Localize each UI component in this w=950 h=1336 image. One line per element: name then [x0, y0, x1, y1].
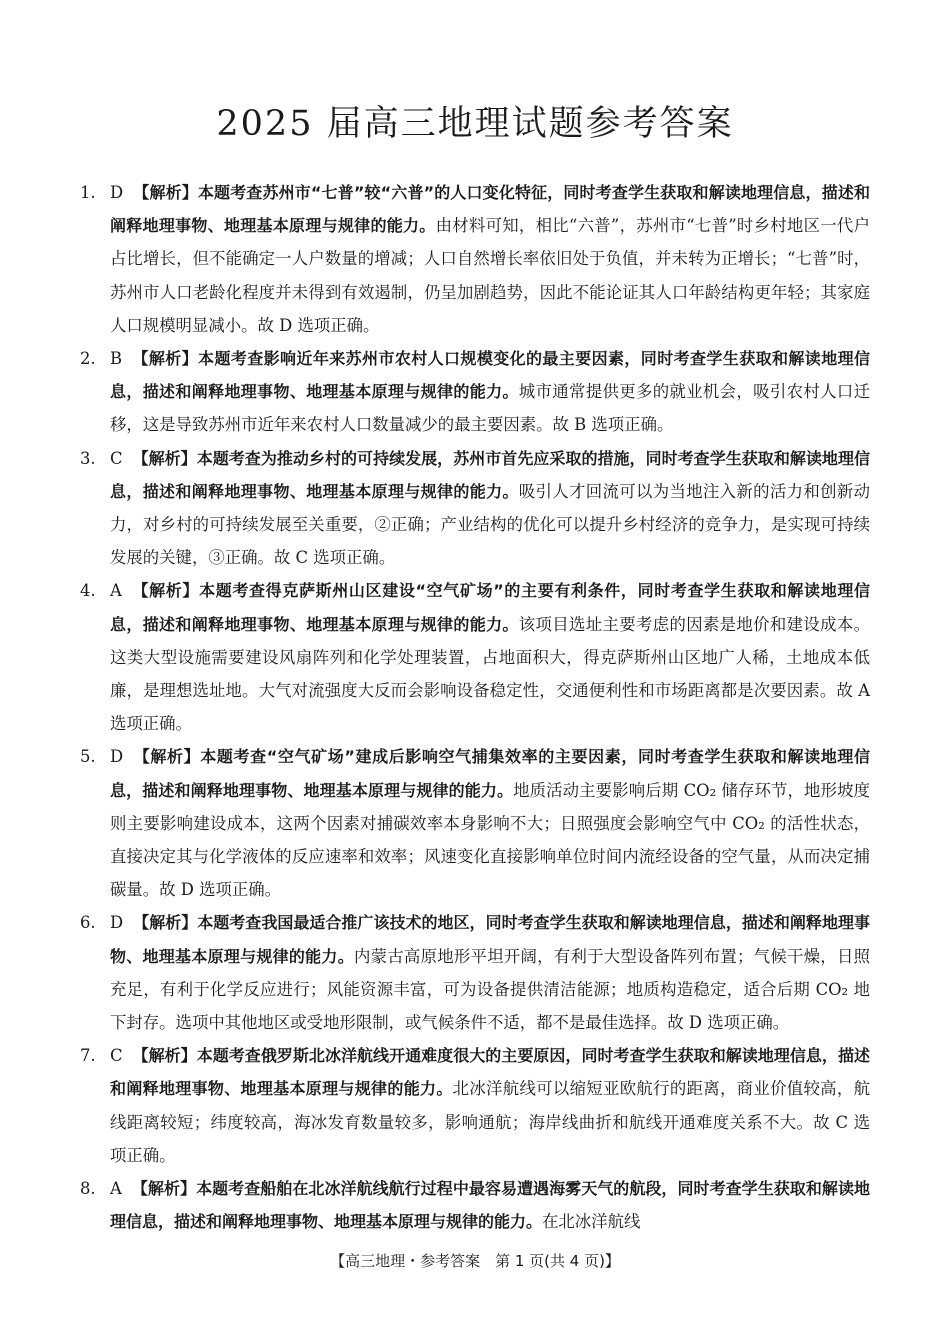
answer-choice: C: [110, 448, 123, 468]
answer-choice: D: [110, 183, 124, 202]
answer-analysis-heading: 【解析】本题考查“空气矿场”建成后影响空气捕集效率的主要因素，同时考查学生获取和解读地理信息，描述和阐释地理事物、地理基本原理与规律的能力。: [110, 747, 870, 800]
answer-analysis-body: 在北冰洋航线: [542, 1212, 641, 1232]
answer-number: 6.: [80, 913, 96, 933]
answer-analysis-heading: 【解析】本题考查影响近年来苏州市农村人口规模变化的最主要因素，同时考查学生获取和解读地理信息，描述和阐释地理事物、地理基本原理与规律的能力。: [110, 349, 870, 402]
answer-choice: A: [110, 1179, 122, 1199]
answer-choice: C: [110, 1046, 123, 1066]
answer-number: 1.: [80, 183, 96, 202]
answer-number: 4.: [80, 581, 96, 601]
answer-number: 5.: [80, 747, 96, 767]
answer-analysis-heading: 【解析】本题考查俄罗斯北冰洋航线开通难度很大的主要原因，同时考查学生获取和解读地理信息，描述和阐释地理事物、地理基本原理与规律的能力。: [110, 1046, 870, 1099]
answer-analysis-body: 城市通常提供更多的就业机会，吸引农村人口迁移，这是导致苏州市近年来农村人口数量减少的最主要因素。故 B 选项正确。: [110, 382, 870, 435]
page-footer: 【高三地理・参考答案 第 1 页(共 4 页)】: [330, 1252, 620, 1270]
answer-number: 2.: [80, 349, 96, 369]
page-title: 2025 届高三地理试题参考答案: [216, 104, 734, 144]
answer-number: 8.: [80, 1179, 96, 1199]
answer-choice: B: [110, 349, 123, 369]
answer-analysis-heading: 【解析】本题考查得克萨斯州山区建设“空气矿场”的主要有利条件，同时考查学生获取和解读地理信息，描述和阐释地理事物、地理基本原理与规律的能力。: [110, 581, 870, 634]
answer-number: 3.: [80, 448, 96, 468]
answer-analysis-body: 吸引人才回流可以为当地注入新的活力和创新动力，对乡村的可持续发展至关重要，②正确；产业结构的优化可以提升乡村经济的竞争力，是实现可持续发展的关键，③正确。故 C 选项正确。: [110, 481, 870, 568]
answer-analysis-body: 由材料可知，相比“六普”，苏州市“七普”时乡村地区一代户占比增长，但不能确定一人户数量的增减；人口自然增长率依旧处于负值，并未转为正增长；“七普”时，苏州市人口老龄化程度并未得到有效遏制，仍呈加剧趋势，因此不能论证其人口年龄结构更年轻；其家庭人口规模明显减小。故 D 选项正确。: [110, 216, 870, 335]
answer-analysis-body: 北冰洋航线可以缩短亚欧航行的距离，商业价值较高，航线距离较短；纬度较高，海冰发育数量较多，影响通航；海岸线曲折和航线开通难度关系不大。故 C 选项正确。: [110, 1079, 870, 1165]
answer-analysis-heading: 【解析】本题考查船舶在北冰洋航线航行过程中最容易遭遇海雾天气的航段，同时考查学生获取和解读地理信息，描述和阐释地理事物、地理基本原理与规律的能力。: [110, 1179, 870, 1232]
answer-list: [80, 176, 870, 1239]
answer-item-6: [80, 906, 870, 1039]
answer-analysis-heading: 【解析】本题考查我国最适合推广该技术的地区，同时考查学生获取和解读地理信息，描述和阐释地理事物、地理基本原理与规律的能力。: [110, 913, 870, 966]
answer-number: 7.: [80, 1046, 96, 1066]
answer-choice: D: [110, 747, 124, 767]
answer-item-2: [80, 342, 870, 442]
answer-item-4: [80, 574, 870, 740]
answer-analysis-body: 地质活动主要影响后期 CO₂ 储存环节，地形坡度则主要影响建设成本，这两个因素对捕碳效率本身影响不大；日照强度会影响空气中 CO₂ 的活性状态，直接决定其与化学液体的反应速率和效率；风速变化直接影响单位时间内流经设备的空气量，从而决定捕碳量。故 D 选项正确。: [110, 780, 870, 900]
answer-analysis-body: 内蒙古高原地形平坦开阔，有利于大型设备阵列布置；气候干燥，日照充足，有利于化学反应进行；风能资源丰富，可为设备提供清洁能源；地质构造稳定，适合后期 CO₂ 地下封存。选项中其他地区或受地形限制，或气候条件不适，都不是最佳选择。故 D 选项正确。: [110, 946, 870, 1033]
answer-item-1: [80, 176, 870, 342]
answer-item-7: [80, 1039, 870, 1172]
answer-analysis-heading: 【解析】本题考查苏州市“七普”较“六普”的人口变化特征，同时考查学生获取和解读地理信息，描述和阐释地理事物、地理基本原理与规律的能力。: [110, 183, 870, 236]
answer-choice: D: [110, 913, 124, 933]
answer-analysis-heading: 【解析】本题考查为推动乡村的可持续发展，苏州市首先应采取的措施，同时考查学生获取和解读地理信息，描述和阐释地理事物、地理基本原理与规律的能力。: [110, 448, 870, 501]
answer-item-8: [80, 1172, 870, 1238]
answer-choice: A: [110, 581, 122, 601]
answer-item-5: [80, 740, 870, 906]
answer-analysis-body: 该项目选址主要考虑的因素是地价和建设成本。这类大型设施需要建设风扇阵列和化学处理装置，占地面积大，得克萨斯州山区地广人稀，土地成本低廉，是理想选址地。大气对流强度大反而会影响设备稳定性，交通便利性和市场距离都是次要因素。故 A 选项正确。: [110, 614, 870, 734]
answer-item-3: [80, 442, 870, 575]
